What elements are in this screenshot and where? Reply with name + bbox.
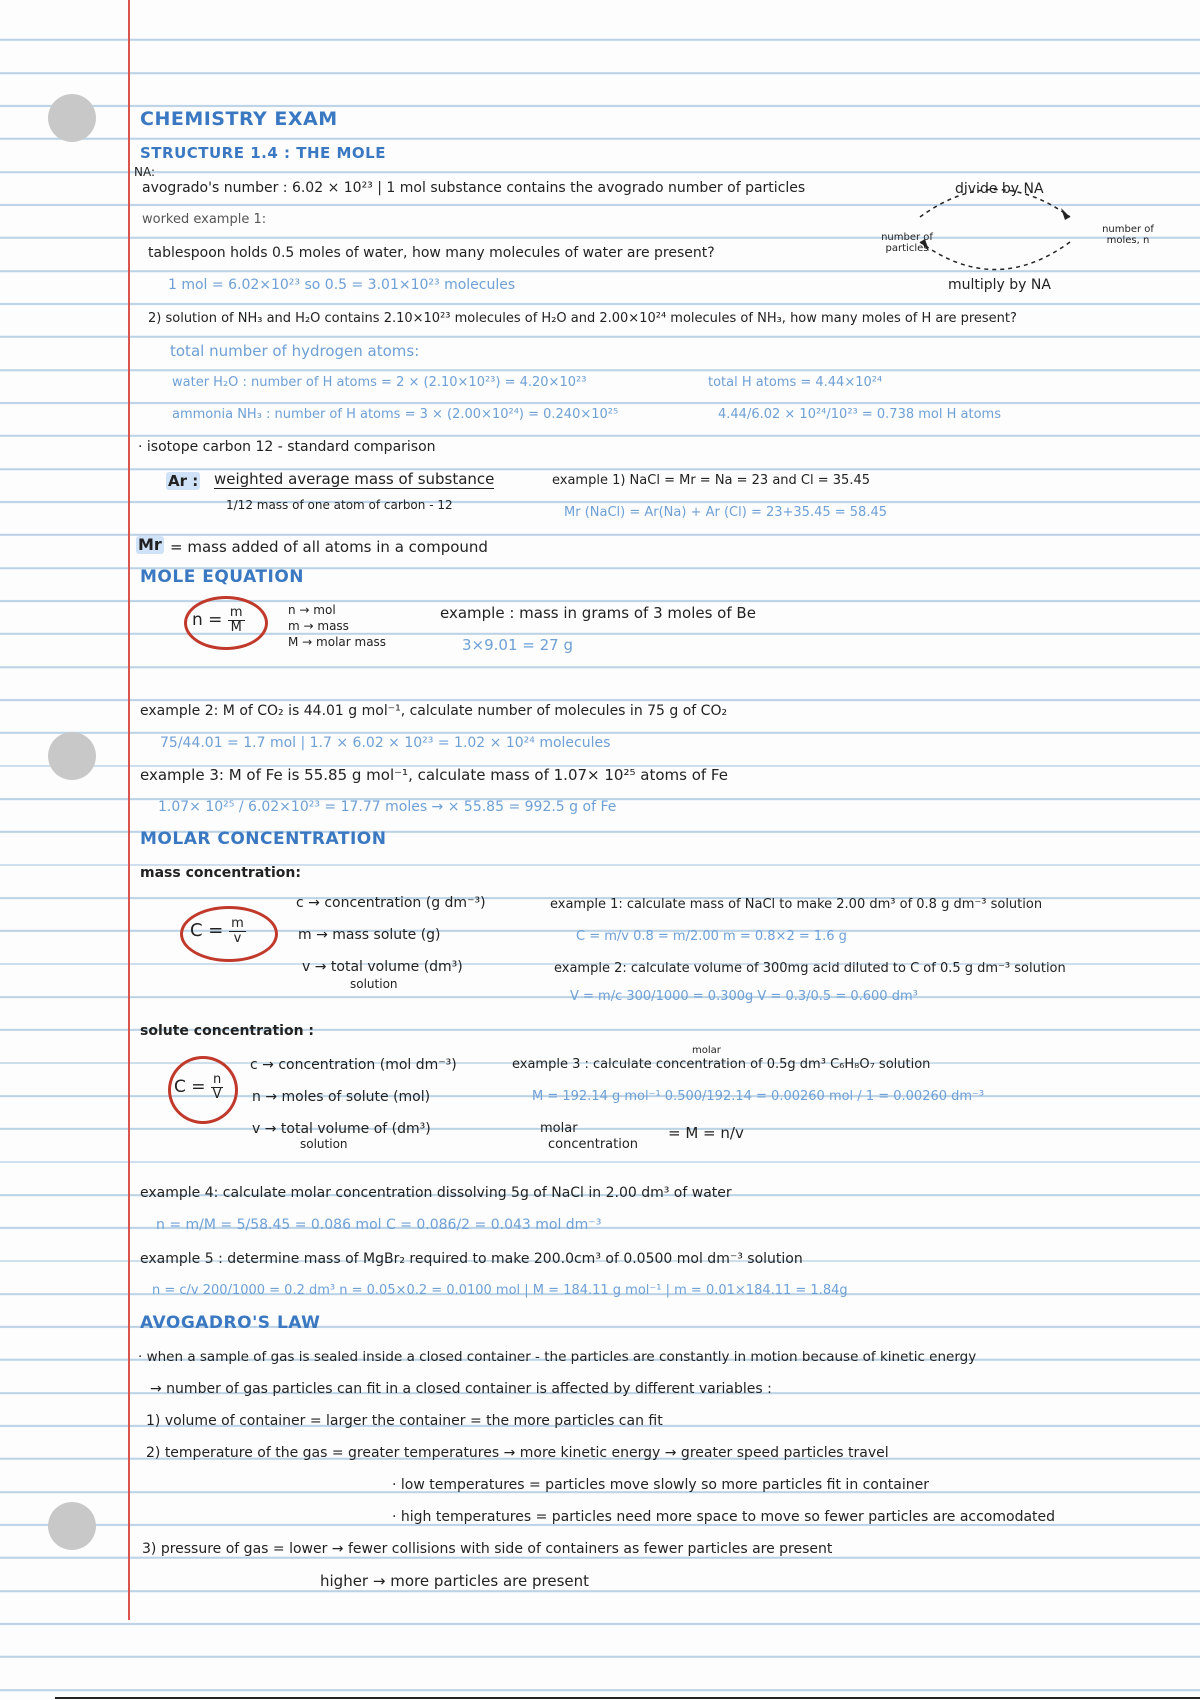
formula-den: v [233, 930, 242, 946]
answer-2-title: total number of hydrogen atoms: [170, 342, 420, 360]
diagram-top-label: divide by NA [955, 181, 1044, 197]
answer-2-water: water H₂O : number of H atoms = 2 × (2.10×10²³) = 4.20×10²³ [172, 375, 587, 390]
key-molar-mass: M → molar mass [288, 635, 387, 649]
ar-example-1: example 1) NaCl = Mr = Na = 23 and Cl = 35.45 [552, 473, 870, 488]
key-n: n → mol [288, 603, 336, 617]
solute-concentration-label: solute concentration : [140, 1023, 315, 1039]
question-1: tablespoon holds 0.5 moles of water, how many molecules of water are present? [148, 245, 715, 261]
conc-example-4: example 4: calculate molar concentration dissolving 5g of NaCl in 2.00 dm³ of water [140, 1185, 732, 1201]
formula-den: M [230, 619, 242, 635]
conc-example-1-answer: C = m/v 0.8 = m/2.00 m = 0.8×2 = 1.6 g [576, 929, 847, 944]
worked-example-label: worked example 1: [142, 212, 267, 227]
section-subtitle: STRUCTURE 1.4 : THE MOLE [140, 144, 386, 162]
key-concentration-mol: c → concentration (mol dm⁻³) [250, 1057, 457, 1073]
key-mass-solute: m → mass solute (g) [298, 927, 441, 943]
conc-example-5: example 5 : determine mass of MgBr₂ required to make 200.0cm³ of 0.0500 mol dm⁻³ solution [140, 1251, 803, 1267]
mole-example-3-answer: 1.07× 10²⁵ / 6.02×10²³ = 17.77 moles → × 55.85 = 992.5 g of Fe [158, 799, 617, 815]
conc-example-3: example 3 : calculate concentration of 0.5g dm³ C₆H₈O₇ solution [512, 1057, 931, 1072]
ar-label: Ar : [168, 472, 199, 490]
molar-conc-word-b: concentration [548, 1137, 639, 1152]
key-moles-solute: n → moles of solute (mol) [252, 1089, 431, 1105]
ar-denominator: 1/12 mass of one atom of carbon - 12 [226, 498, 453, 512]
diagram-right-label: number of moles, n [1102, 224, 1154, 246]
formula-num: n [212, 1071, 222, 1087]
molar-caret-note: molar [692, 1045, 721, 1056]
mass-conc-formula [190, 914, 246, 948]
solute-conc-formula [174, 1070, 223, 1104]
conc-example-5-answer: n = c/v 200/1000 = 0.2 dm³ n = 0.05×0.2 = 0.0100 mol | M = 184.11 g mol⁻¹ | m = 0.01×184.11 = 1.84g [152, 1283, 848, 1298]
law-line-6: · high temperatures = particles need more space to move so fewer particles are accomodated [392, 1509, 1056, 1525]
molar-conc-word-a: molar [540, 1121, 578, 1136]
law-line-5: · low temperatures = particles move slowly so more particles fit in container [392, 1477, 929, 1493]
answer-1: 1 mol = 6.02×10²³ so 0.5 = 3.01×10²³ molecules [168, 277, 516, 293]
conc-example-1: example 1: calculate mass of NaCl to make 2.00 dm³ of 0.8 g dm⁻³ solution [550, 897, 1043, 912]
formula-den: V [212, 1086, 222, 1102]
key-m: m → mass [288, 619, 349, 633]
answer-2-total: total H atoms = 4.44×10²⁴ [708, 375, 883, 390]
bottom-rule [55, 1697, 1200, 1699]
mole-example-2-answer: 75/44.01 = 1.7 mol | 1.7 × 6.02 × 10²³ = 1.02 × 10²⁴ molecules [160, 735, 611, 751]
na-label: NA: [134, 165, 156, 179]
law-line-1: · when a sample of gas is sealed inside a closed container - the particles are constantly in motion because of kinetic energy [138, 1349, 977, 1365]
mole-example-3: example 3: M of Fe is 55.85 g mol⁻¹, calculate mass of 1.07× 10²⁵ atoms of Fe [140, 766, 728, 784]
punch-hole [48, 732, 96, 780]
mole-formula [192, 603, 245, 637]
key-solution: solution [350, 977, 398, 991]
conc-example-2: example 2: calculate volume of 300mg acid diluted to C of 0.5 g dm⁻³ solution [554, 961, 1066, 976]
avogadros-law-heading: AVOGADRO'S LAW [140, 1313, 321, 1333]
diagram-left-label: number of particles [881, 232, 933, 254]
ar-example-1-answer: Mr (NaCl) = Ar(Na) + Ar (Cl) = 23+35.45 = 58.45 [564, 505, 887, 520]
conc-example-4-answer: n = m/M = 5/58.45 = 0.086 mol C = 0.086/2 = 0.043 mol dm⁻³ [156, 1217, 602, 1233]
formula-lhs: C = [190, 920, 224, 941]
punch-hole [48, 1502, 96, 1550]
law-line-2: → number of gas particles can fit in a closed container is affected by different variables : [150, 1381, 772, 1397]
mole-example: example : mass in grams of 3 moles of Be [440, 604, 756, 622]
key-solution-2: solution [300, 1137, 348, 1151]
conc-example-2-answer: V = m/c 300/1000 = 0.300g V = 0.3/0.5 = 0.600 dm³ [570, 989, 918, 1004]
page-title: CHEMISTRY EXAM [140, 108, 338, 130]
question-2: 2) solution of NH₃ and H₂O contains 2.10×10²³ molecules of H₂O and 2.00×10²⁴ molecules of NH₃, how many moles of H are present? [148, 311, 1017, 326]
punch-hole [48, 94, 96, 142]
margin-line [128, 0, 130, 1620]
formula-num: m [229, 604, 243, 620]
formula-lhs: C = [174, 1077, 206, 1097]
law-line-7: 3) pressure of gas = lower → fewer collisions with side of containers as fewer particles are present [142, 1541, 833, 1557]
mole-equation-heading: MOLE EQUATION [140, 567, 305, 587]
law-line-3: 1) volume of container = larger the container = the more particles can fit [146, 1413, 663, 1429]
isotope-line: · isotope carbon 12 - standard comparison [138, 439, 436, 455]
conc-example-3-answer: M = 192.14 g mol⁻¹ 0.500/192.14 = 0.00260 mol / 1 = 0.00260 dm⁻³ [532, 1089, 985, 1104]
avogadro-line: avogrado's number : 6.02 × 10²³ | 1 mol substance contains the avogrado number of particles [142, 180, 806, 196]
answer-2-ammonia: ammonia NH₃ : number of H atoms = 3 × (2.00×10²⁴) = 0.240×10²⁵ [172, 407, 619, 422]
key-total-volume-2: v → total volume of (dm³) [252, 1121, 431, 1137]
molar-conc-equation: = M = n/v [668, 1124, 744, 1142]
ar-numerator: weighted average mass of substance [214, 470, 495, 488]
mr-label: Mr [138, 535, 162, 554]
formula-lhs: n = [192, 610, 223, 630]
molar-concentration-heading: MOLAR CONCENTRATION [140, 829, 387, 849]
diagram-bottom-label: multiply by NA [948, 277, 1051, 293]
answer-2-result: 4.44/6.02 × 10²⁴/10²³ = 0.738 mol H atoms [718, 407, 1001, 422]
key-concentration: c → concentration (g dm⁻³) [296, 895, 486, 911]
mole-example-answer: 3×9.01 = 27 g [462, 636, 573, 654]
mole-example-2: example 2: M of CO₂ is 44.01 g mol⁻¹, calculate number of molecules in 75 g of CO₂ [140, 703, 728, 719]
law-line-4: 2) temperature of the gas = greater temperatures → more kinetic energy → greater speed particles travel [146, 1445, 889, 1461]
formula-num: m [231, 915, 244, 931]
mr-definition: = mass added of all atoms in a compound [170, 538, 488, 556]
mass-concentration-label: mass concentration: [140, 865, 301, 881]
law-line-8: higher → more particles are present [320, 1572, 590, 1590]
key-total-volume: v → total volume (dm³) [302, 959, 463, 975]
